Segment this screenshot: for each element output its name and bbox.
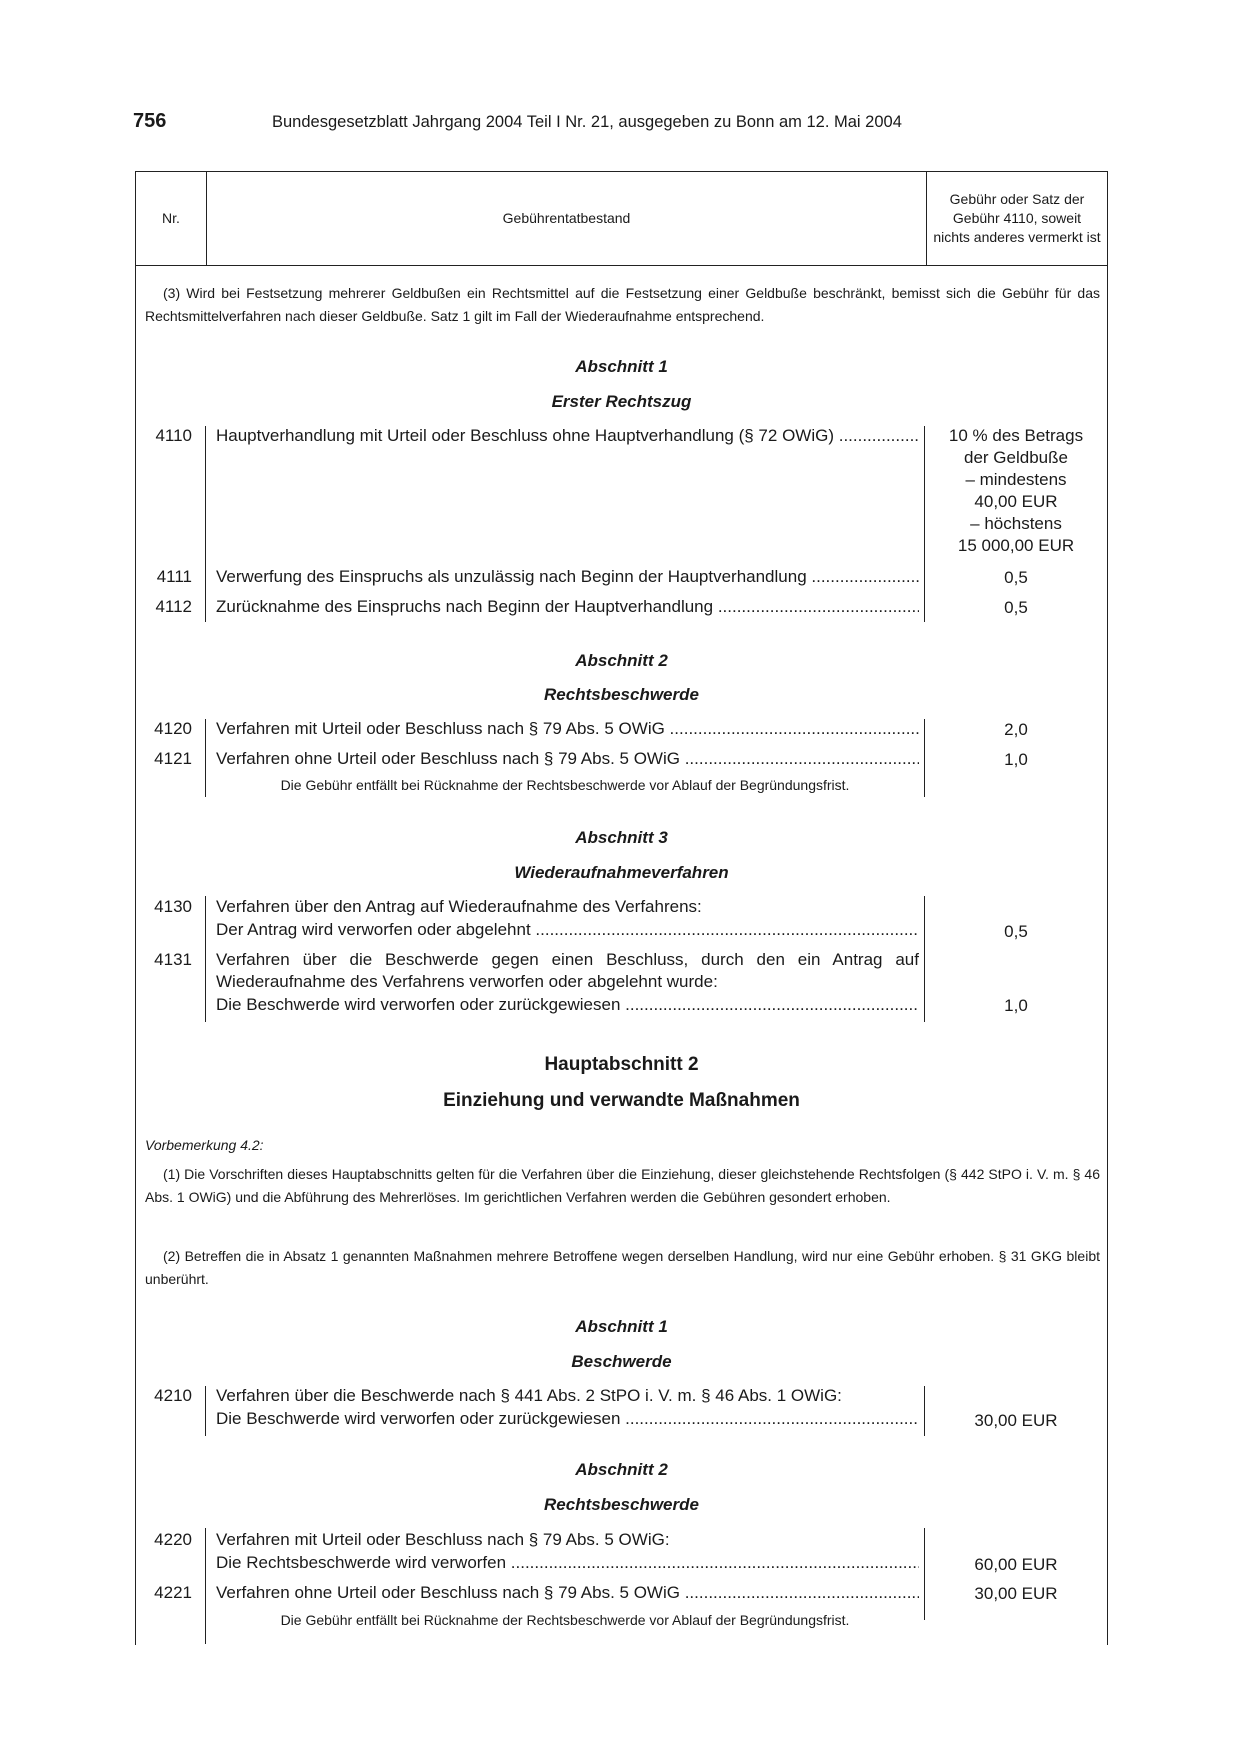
entry-number: 4121: [154, 749, 192, 768]
entry-description: Verfahren mit Urteil oder Beschluss nach § 79 Abs. 5 OWiG .....: [216, 719, 919, 739]
section-label: Abschnitt 2: [575, 1460, 668, 1479]
entry-description: Verfahren über die Beschwerde nach § 441 Abs. 2 StPO i. V. m. § 46 Abs. 1 OWiG:: [216, 1386, 842, 1405]
entry-number: 4130: [154, 897, 192, 916]
entry-number: 4110: [155, 426, 192, 445]
entry-description: Die Rechtsbeschwerde wird verworfen .....: [216, 1553, 919, 1573]
entry-note: Die Gebühr entfällt bei Rücknahme der Rechtsbeschwerde vor Ablauf der Begründungsfrist.: [280, 1612, 850, 1628]
entry-description: Hauptverhandlung mit Urteil oder Beschluss ohne Hauptverhandlung (§ 72 OWiG) .....: [216, 426, 919, 446]
column-rule: [205, 1528, 206, 1644]
fee-line: – höchstens: [970, 514, 1062, 533]
running-head: Bundesgesetzblatt Jahrgang 2004 Teil I Nr. 21, ausgegeben zu Bonn am 12. Mai 2004: [272, 113, 902, 131]
entry-description: Verwerfung des Einspruchs als unzulässig nach Beginn der Hauptverhandlung .....: [216, 567, 919, 587]
fee-line: 10 % des Betrags: [948, 426, 1084, 445]
entry-fee: 1,0: [1004, 996, 1028, 1015]
fee-line: 15 000,00 EUR: [957, 536, 1075, 555]
entry-fee: 0,5: [1004, 568, 1028, 587]
intro-paragraph: (3) Wird bei Festsetzung mehrerer Geldbußen ein Rechtsmittel auf die Festsetzung einer Geldbuße beschränkt, bemisst sich die Gebühr für das Rechtsmittelverfahren nach dieser Geldbuße. Satz 1 gilt im Fall der Wiederaufnahme entsprechend.: [145, 285, 1100, 324]
fee-line: 40,00 EUR: [974, 492, 1058, 511]
section-label: Abschnitt 3: [575, 828, 668, 847]
column-rule: [205, 426, 206, 622]
section-title: Wiederaufnahmeverfahren: [514, 863, 729, 882]
preliminary-note-paragraph: (2) Betreffen die in Absatz 1 genannten Maßnahmen mehrere Betroffene wegen derselben Handlung, wird nur eine Gebühr erhoben. § 31 GKG bleibt unberührt.: [145, 1248, 1100, 1287]
entry-fee: 0,5: [1004, 598, 1028, 617]
page-number: 756: [133, 110, 167, 132]
section-label: Abschnitt 1: [575, 1317, 668, 1336]
entry-fee: 0,5: [1004, 922, 1028, 941]
section-label: Abschnitt 2: [575, 651, 668, 670]
column-rule: [924, 1528, 925, 1620]
entry-description: Die Beschwerde wird verworfen oder zurückgewiesen .....: [216, 995, 919, 1015]
table-header: [136, 172, 1107, 266]
entry-description: Verfahren über die Beschwerde gegen einen Beschluss, durch den ein Antrag auf: [216, 950, 919, 969]
entry-number: 4131: [154, 950, 192, 969]
entry-number: 4221: [154, 1583, 192, 1602]
header-col-nr: Nr.: [162, 210, 180, 226]
section-label: Abschnitt 1: [575, 357, 668, 376]
entry-fee: 60,00 EUR: [974, 1555, 1058, 1574]
fee-line: – mindestens: [965, 470, 1067, 489]
column-rule: [924, 719, 925, 797]
column-rule: [924, 1386, 925, 1436]
column-rule: [205, 1386, 206, 1436]
entry-number: 4112: [155, 597, 192, 616]
entry-number: 4220: [154, 1530, 192, 1549]
column-rule: [205, 896, 206, 1022]
main-section-label: Hauptabschnitt 2: [544, 1054, 699, 1075]
entry-fee: 2,0: [1004, 720, 1028, 739]
section-title: Rechtsbeschwerde: [544, 1495, 699, 1514]
entry-note: Die Gebühr entfällt bei Rücknahme der Rechtsbeschwerde vor Ablauf der Begründungsfrist.: [280, 777, 850, 793]
entry-description: Verfahren ohne Urteil oder Beschluss nach § 79 Abs. 5 OWiG .....: [216, 1583, 919, 1603]
entry-fee: 1,0: [1004, 750, 1028, 769]
section-title: Erster Rechtszug: [551, 392, 692, 411]
entry-description: Wiederaufnahme des Verfahrens verworfen oder abgelehnt wurde:: [216, 972, 718, 991]
entry-description: Verfahren mit Urteil oder Beschluss nach § 79 Abs. 5 OWiG:: [216, 1530, 670, 1549]
fee-line: der Geldbuße: [964, 448, 1068, 467]
column-rule: [205, 719, 206, 797]
entry-fee: 30,00 EUR: [974, 1411, 1058, 1430]
preliminary-note-paragraph: (1) Die Vorschriften dieses Hauptabschnitts gelten für die Verfahren über die Einziehung, dieser gleichstehende Rechtsfolgen (§ 442 StPO i. V. m. § 46 Abs. 1 OWiG) und die Abführung des Mehrerlöses. Im gerichtlichen Verfahren werden die Gebühren gesondert erhoben.: [145, 1166, 1100, 1205]
entry-description: Der Antrag wird verworfen oder abgelehnt .....: [216, 920, 919, 940]
entry-number: 4210: [154, 1386, 192, 1405]
header-col-description: Gebührentatbestand: [502, 210, 631, 226]
entry-description: Verfahren ohne Urteil oder Beschluss nach § 79 Abs. 5 OWiG .....: [216, 749, 919, 769]
preliminary-note-label: Vorbemerkung 4.2:: [145, 1137, 264, 1153]
entry-number: 4111: [156, 567, 192, 586]
entry-description: Die Beschwerde wird verworfen oder zurückgewiesen .....: [216, 1409, 919, 1429]
entry-description: Verfahren über den Antrag auf Wiederaufnahme des Verfahrens:: [216, 897, 702, 916]
column-rule: [924, 426, 925, 622]
entry-description: Zurücknahme des Einspruchs nach Beginn der Hauptverhandlung .....: [216, 597, 919, 617]
main-section-title: Einziehung und verwandte Maßnahmen: [443, 1090, 800, 1111]
entry-fee: 30,00 EUR: [974, 1584, 1058, 1603]
entry-number: 4120: [154, 719, 192, 738]
entry-fee: [926, 425, 1106, 557]
header-divider: [926, 172, 927, 265]
section-title: Rechtsbeschwerde: [544, 685, 699, 704]
section-title: Beschwerde: [571, 1352, 672, 1371]
header-col-fee: Gebühr oder Satz der Gebühr 4110, soweit nichts anderes vermerkt ist: [933, 191, 1101, 245]
column-rule: [924, 896, 925, 1022]
